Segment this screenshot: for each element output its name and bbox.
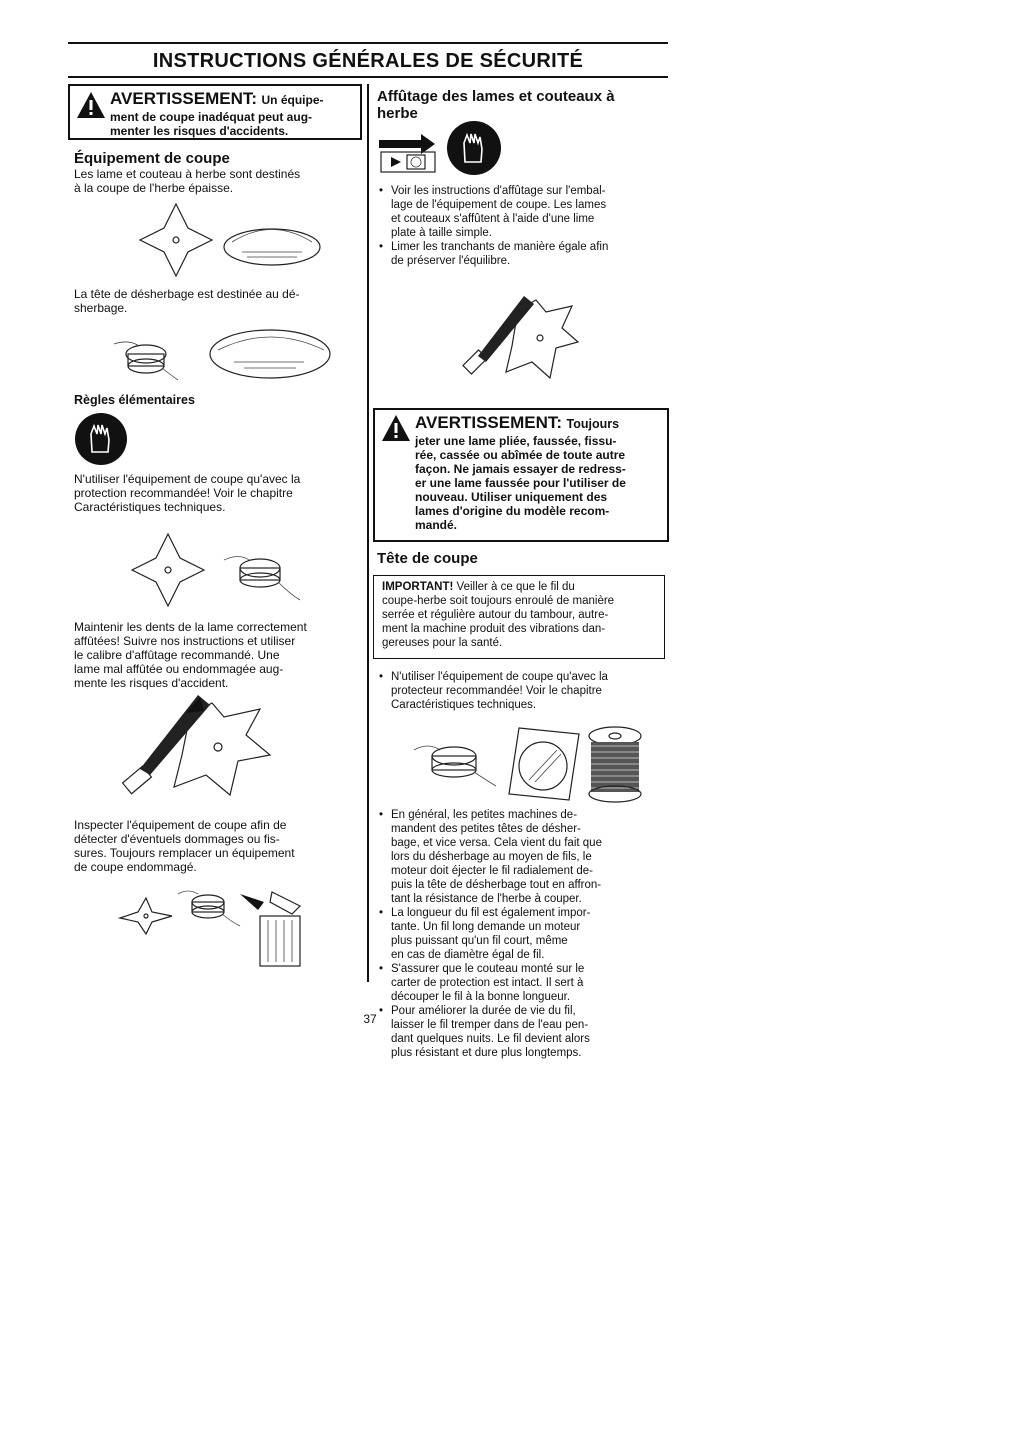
guard-icon xyxy=(222,212,322,272)
guard-icon xyxy=(204,324,334,384)
line-package-icon xyxy=(505,724,585,804)
bullet-line: mandent des petites têtes de désher- xyxy=(391,823,581,835)
blade-icon xyxy=(116,896,176,936)
warning-2-line: nouveau. Utiliser uniquement des xyxy=(415,490,608,504)
warning-2-label: AVERTISSEMENT: xyxy=(415,413,563,432)
equip-text-line: Les lame et couteau à herbe sont destinés xyxy=(74,167,301,181)
bullet-line: en cas de diamètre égal de fil. xyxy=(391,949,545,961)
blade-icon xyxy=(136,200,216,280)
trash-bin-icon xyxy=(240,886,310,966)
warning-box-1 xyxy=(68,84,362,140)
sharpen-text-line: affûtées! Suivre nos instructions et utiliser xyxy=(74,634,296,648)
protector-bullet-line: protecteur recommandée! Voir le chapitre xyxy=(391,685,602,697)
gloves-icon xyxy=(446,120,502,176)
protector-bullet-line: Caractéristiques techniques. xyxy=(391,699,537,711)
gloves-icon xyxy=(74,412,128,466)
column-divider xyxy=(367,84,369,982)
sharpen-text-line: mente les risques d'accident. xyxy=(74,676,229,690)
trimmer-head-icon xyxy=(224,548,304,608)
bullet-line: plus puissant qu'un fil court, même xyxy=(391,935,568,947)
file-arrow-icon xyxy=(377,130,437,174)
title-underline xyxy=(68,76,668,78)
warning-1-label: AVERTISSEMENT: xyxy=(110,89,258,108)
warning-1-lead: Un équipe- xyxy=(261,93,324,107)
sharpen-bullet-line: • Limer les tranchants de manière égale afin xyxy=(391,241,609,253)
important-line: serrée et régulière autour du tambour, autre- xyxy=(382,609,609,621)
equip-heading: Équipement de coupe xyxy=(74,150,230,167)
warning-2-line: rée, cassée ou abîmée de toute autre xyxy=(415,448,626,462)
inspect-text-line: détecter d'éventuels dommages ou fis- xyxy=(74,832,280,846)
warning-triangle-icon xyxy=(381,414,411,442)
equip-text-line: à la coupe de l'herbe épaisse. xyxy=(74,181,234,195)
sharpen-bullet-line: lage de l'équipement de coupe. Les lames xyxy=(391,199,607,211)
sharpen-text-line: le calibre d'affûtage recommandé. Une xyxy=(74,648,280,662)
bullet-line: tant la résistance de l'herbe à couper. xyxy=(391,893,582,905)
head-heading: Tête de coupe xyxy=(377,550,478,567)
trimmer-head-icon xyxy=(414,736,504,796)
trimmer-head-icon xyxy=(178,886,248,936)
bullet-line: découper le fil à la bonne longueur. xyxy=(391,991,571,1003)
warning-triangle-icon xyxy=(76,91,106,119)
warning-2-line: mandé. xyxy=(415,518,458,532)
trimmer-head-icon xyxy=(114,334,184,384)
top-rule xyxy=(68,42,668,44)
warning-2-line: jeter une lame pliée, faussée, fissu- xyxy=(415,434,617,448)
head-text-line: La tête de désherbage est destinée au dé- xyxy=(74,287,300,301)
bullet-line: • En général, les petites machines de- xyxy=(391,809,578,821)
head-text-line: sherbage. xyxy=(74,301,128,315)
page-number: 37 xyxy=(363,1012,377,1026)
important-label: IMPORTANT! xyxy=(382,581,454,593)
bullet-line: laisser le fil tremper dans de l'eau pen- xyxy=(391,1019,589,1031)
inspect-text-line: de coupe endommagé. xyxy=(74,860,197,874)
bullet-line: lors du désherbage au moyen de fils, le xyxy=(391,851,592,863)
protector-bullet-line: • N'utiliser l'équipement de coupe qu'avec la xyxy=(391,671,608,683)
bullet-line: moteur doit éjecter le fil radialement de- xyxy=(391,865,593,877)
important-box xyxy=(373,575,665,659)
protection-text-line: N'utiliser l'équipement de coupe qu'avec la xyxy=(74,472,301,486)
bullet-line: • Pour améliorer la durée de vie du fil, xyxy=(391,1005,576,1017)
inspect-text-line: Inspecter l'équipement de coupe afin de xyxy=(74,818,287,832)
sharpen-text-line: lame mal affûtée ou endommagée aug- xyxy=(74,662,284,676)
warning-2-lead: Toujours xyxy=(566,417,620,431)
important-line: Veiller à ce que le fil du xyxy=(453,581,575,593)
file-tool-icon xyxy=(462,296,582,386)
file-tool-icon xyxy=(120,695,280,805)
sharpen-bullet-line: et couteaux s'affûtent à l'aide d'une lime xyxy=(391,213,595,225)
bullet-line: carter de protection est intact. Il sert à xyxy=(391,977,584,989)
important-line: ment la machine produit des vibrations dan- xyxy=(382,623,606,635)
protection-text-line: Caractéristiques techniques. xyxy=(74,500,226,514)
warning-2-line: er une lame faussée pour l'utiliser de xyxy=(415,476,626,490)
sharpen-heading-line: Affûtage des lames et couteaux à xyxy=(377,88,615,105)
bullet-line: puis la tête de désherbage tout en affron- xyxy=(391,879,602,891)
warning-2-line: lames d'origine du modèle recom- xyxy=(415,504,610,518)
protection-text-line: protection recommandée! Voir le chapitre xyxy=(74,486,293,500)
rules-heading: Règles élémentaires xyxy=(74,393,195,407)
page-title: INSTRUCTIONS GÉNÉRALES DE SÉCURITÉ xyxy=(152,50,584,72)
warning-1-line: ment de coupe inadéquat peut aug- xyxy=(110,110,313,124)
warning-box-2 xyxy=(373,408,669,542)
bullet-line: bage, et vice versa. Cela vient du fait que xyxy=(391,837,602,849)
sharpen-bullet-line: • Voir les instructions d'affûtage sur l'embal- xyxy=(391,185,606,197)
sharpen-heading-line: herbe xyxy=(377,105,418,122)
sharpen-bullet-line: de préserver l'équilibre. xyxy=(391,255,511,267)
warning-1-line: menter les risques d'accidents. xyxy=(110,124,289,138)
sharpen-bullet-line: plate à taille simple. xyxy=(391,227,492,239)
important-line: gereuses pour la santé. xyxy=(382,637,503,649)
bullet-line: dant quelques nuits. Le fil devient alors xyxy=(391,1033,590,1045)
blade-icon xyxy=(128,530,208,610)
important-line: coupe-herbe soit toujours enroulé de manière xyxy=(382,595,615,607)
bullet-line: • La longueur du fil est également impor- xyxy=(391,907,591,919)
inspect-text-line: sures. Toujours remplacer un équipement xyxy=(74,846,295,860)
line-spool-icon xyxy=(585,726,645,806)
bullet-line: tante. Un fil long demande un moteur xyxy=(391,921,581,933)
sharpen-text-line: Maintenir les dents de la lame correctement xyxy=(74,620,307,634)
warning-2-line: façon. Ne jamais essayer de redress- xyxy=(415,462,626,476)
bullet-line: • S'assurer que le couteau monté sur le xyxy=(391,963,585,975)
bullet-line: plus résistant et dure plus longtemps. xyxy=(391,1047,582,1059)
